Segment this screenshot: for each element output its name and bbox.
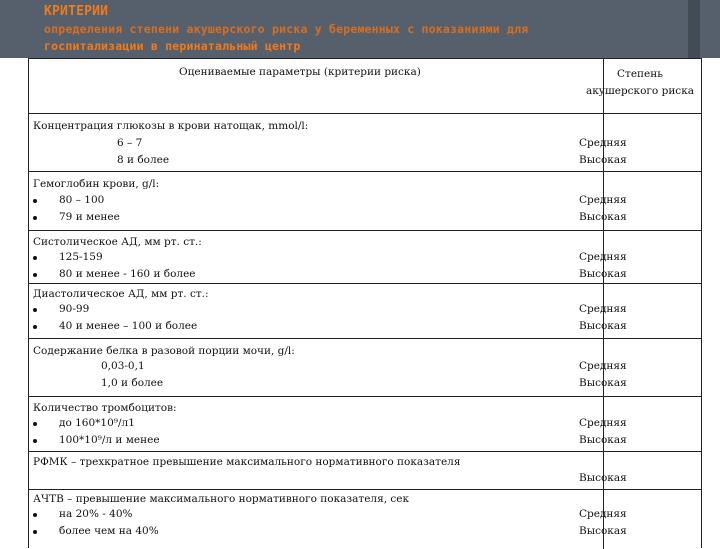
risk-value: Средняя (579, 194, 627, 206)
bullet-icon (33, 273, 37, 277)
slide-subtitle-line-1: определения степени акушерского риска у беременных с показаниями для (44, 22, 529, 36)
risk-value: Средняя (579, 417, 627, 429)
section-title-glucose: Концентрация глюкозы в крови натощак, mmol/l: (33, 120, 309, 132)
bullet-icon (33, 256, 37, 260)
param-item: 80 и менее - 160 и более (59, 268, 196, 280)
risk-value: Высокая (579, 434, 627, 446)
slide-title: КРИТЕРИИ (44, 4, 109, 19)
risk-value: Высокая (579, 268, 627, 280)
risk-value: Средняя (579, 508, 627, 520)
risk-value: Средняя (579, 360, 627, 372)
section-title-hemoglobin: Гемоглобин крови, g/l: (33, 178, 160, 190)
bullet-icon (33, 325, 37, 329)
column-header-params: Оцениваемые параметры (критерии риска) (179, 66, 421, 78)
risk-value: Высокая (579, 211, 627, 223)
row-divider (29, 171, 701, 172)
param-item: 100*10⁹/л и менее (59, 434, 160, 446)
section-title-platelets: Количество тромбоцитов: (33, 402, 177, 414)
row-divider (29, 338, 701, 339)
param-item: 8 и более (117, 154, 170, 166)
row-divider (29, 230, 701, 231)
param-item: 80 – 100 (59, 194, 105, 206)
risk-value: Высокая (579, 154, 627, 166)
section-title-diastolic: Диастолическое АД, мм рт. ст.: (33, 288, 209, 300)
bullet-icon (33, 216, 37, 220)
row-divider (29, 396, 701, 397)
bullet-icon (33, 199, 37, 203)
row-divider (29, 113, 701, 114)
bullet-icon (33, 308, 37, 312)
param-item: 1,0 и более (101, 377, 164, 389)
column-header-risk: Степень акушерского риска (585, 68, 695, 97)
bullet-icon (33, 422, 37, 426)
param-item: 6 – 7 (117, 137, 143, 149)
risk-value: Высокая (579, 320, 627, 332)
section-title-systolic: Систолическое АД, мм рт. ст.: (33, 236, 202, 248)
criteria-table (28, 58, 702, 548)
risk-value: Средняя (579, 251, 627, 263)
bullet-icon (33, 439, 37, 443)
param-item: 40 и менее – 100 и более (59, 320, 198, 332)
section-title-rfmk: РФМК – трехкратное превышение максимального нормативного показателя (33, 456, 461, 468)
param-item: 79 и менее (59, 211, 120, 223)
param-item: до 160*10⁹/л1 (59, 417, 135, 429)
risk-value: Средняя (579, 303, 627, 315)
slide-header (0, 0, 720, 58)
bullet-icon (33, 530, 37, 534)
section-title-protein: Содержание белка в разовой порции мочи, g/l: (33, 345, 295, 357)
section-title-aptt: АЧТВ – превышение максимального нормативного показателя, сек (33, 493, 410, 505)
param-item: 90-99 (59, 303, 90, 315)
param-item: на 20% - 40% (59, 508, 133, 520)
risk-value: Высокая (579, 472, 627, 484)
param-item: более чем на 40% (59, 525, 159, 537)
param-item: 125-159 (59, 251, 103, 263)
bullet-icon (33, 513, 37, 517)
risk-value: Высокая (579, 525, 627, 537)
param-item: 0,03-0,1 (101, 360, 145, 372)
row-divider (29, 283, 701, 284)
row-divider (29, 451, 701, 452)
risk-value: Высокая (579, 377, 627, 389)
risk-value: Средняя (579, 137, 627, 149)
header-accent-bar (688, 0, 700, 58)
row-divider (29, 489, 701, 490)
slide-subtitle-line-2: госпитализации в перинатальный центр (44, 39, 301, 53)
